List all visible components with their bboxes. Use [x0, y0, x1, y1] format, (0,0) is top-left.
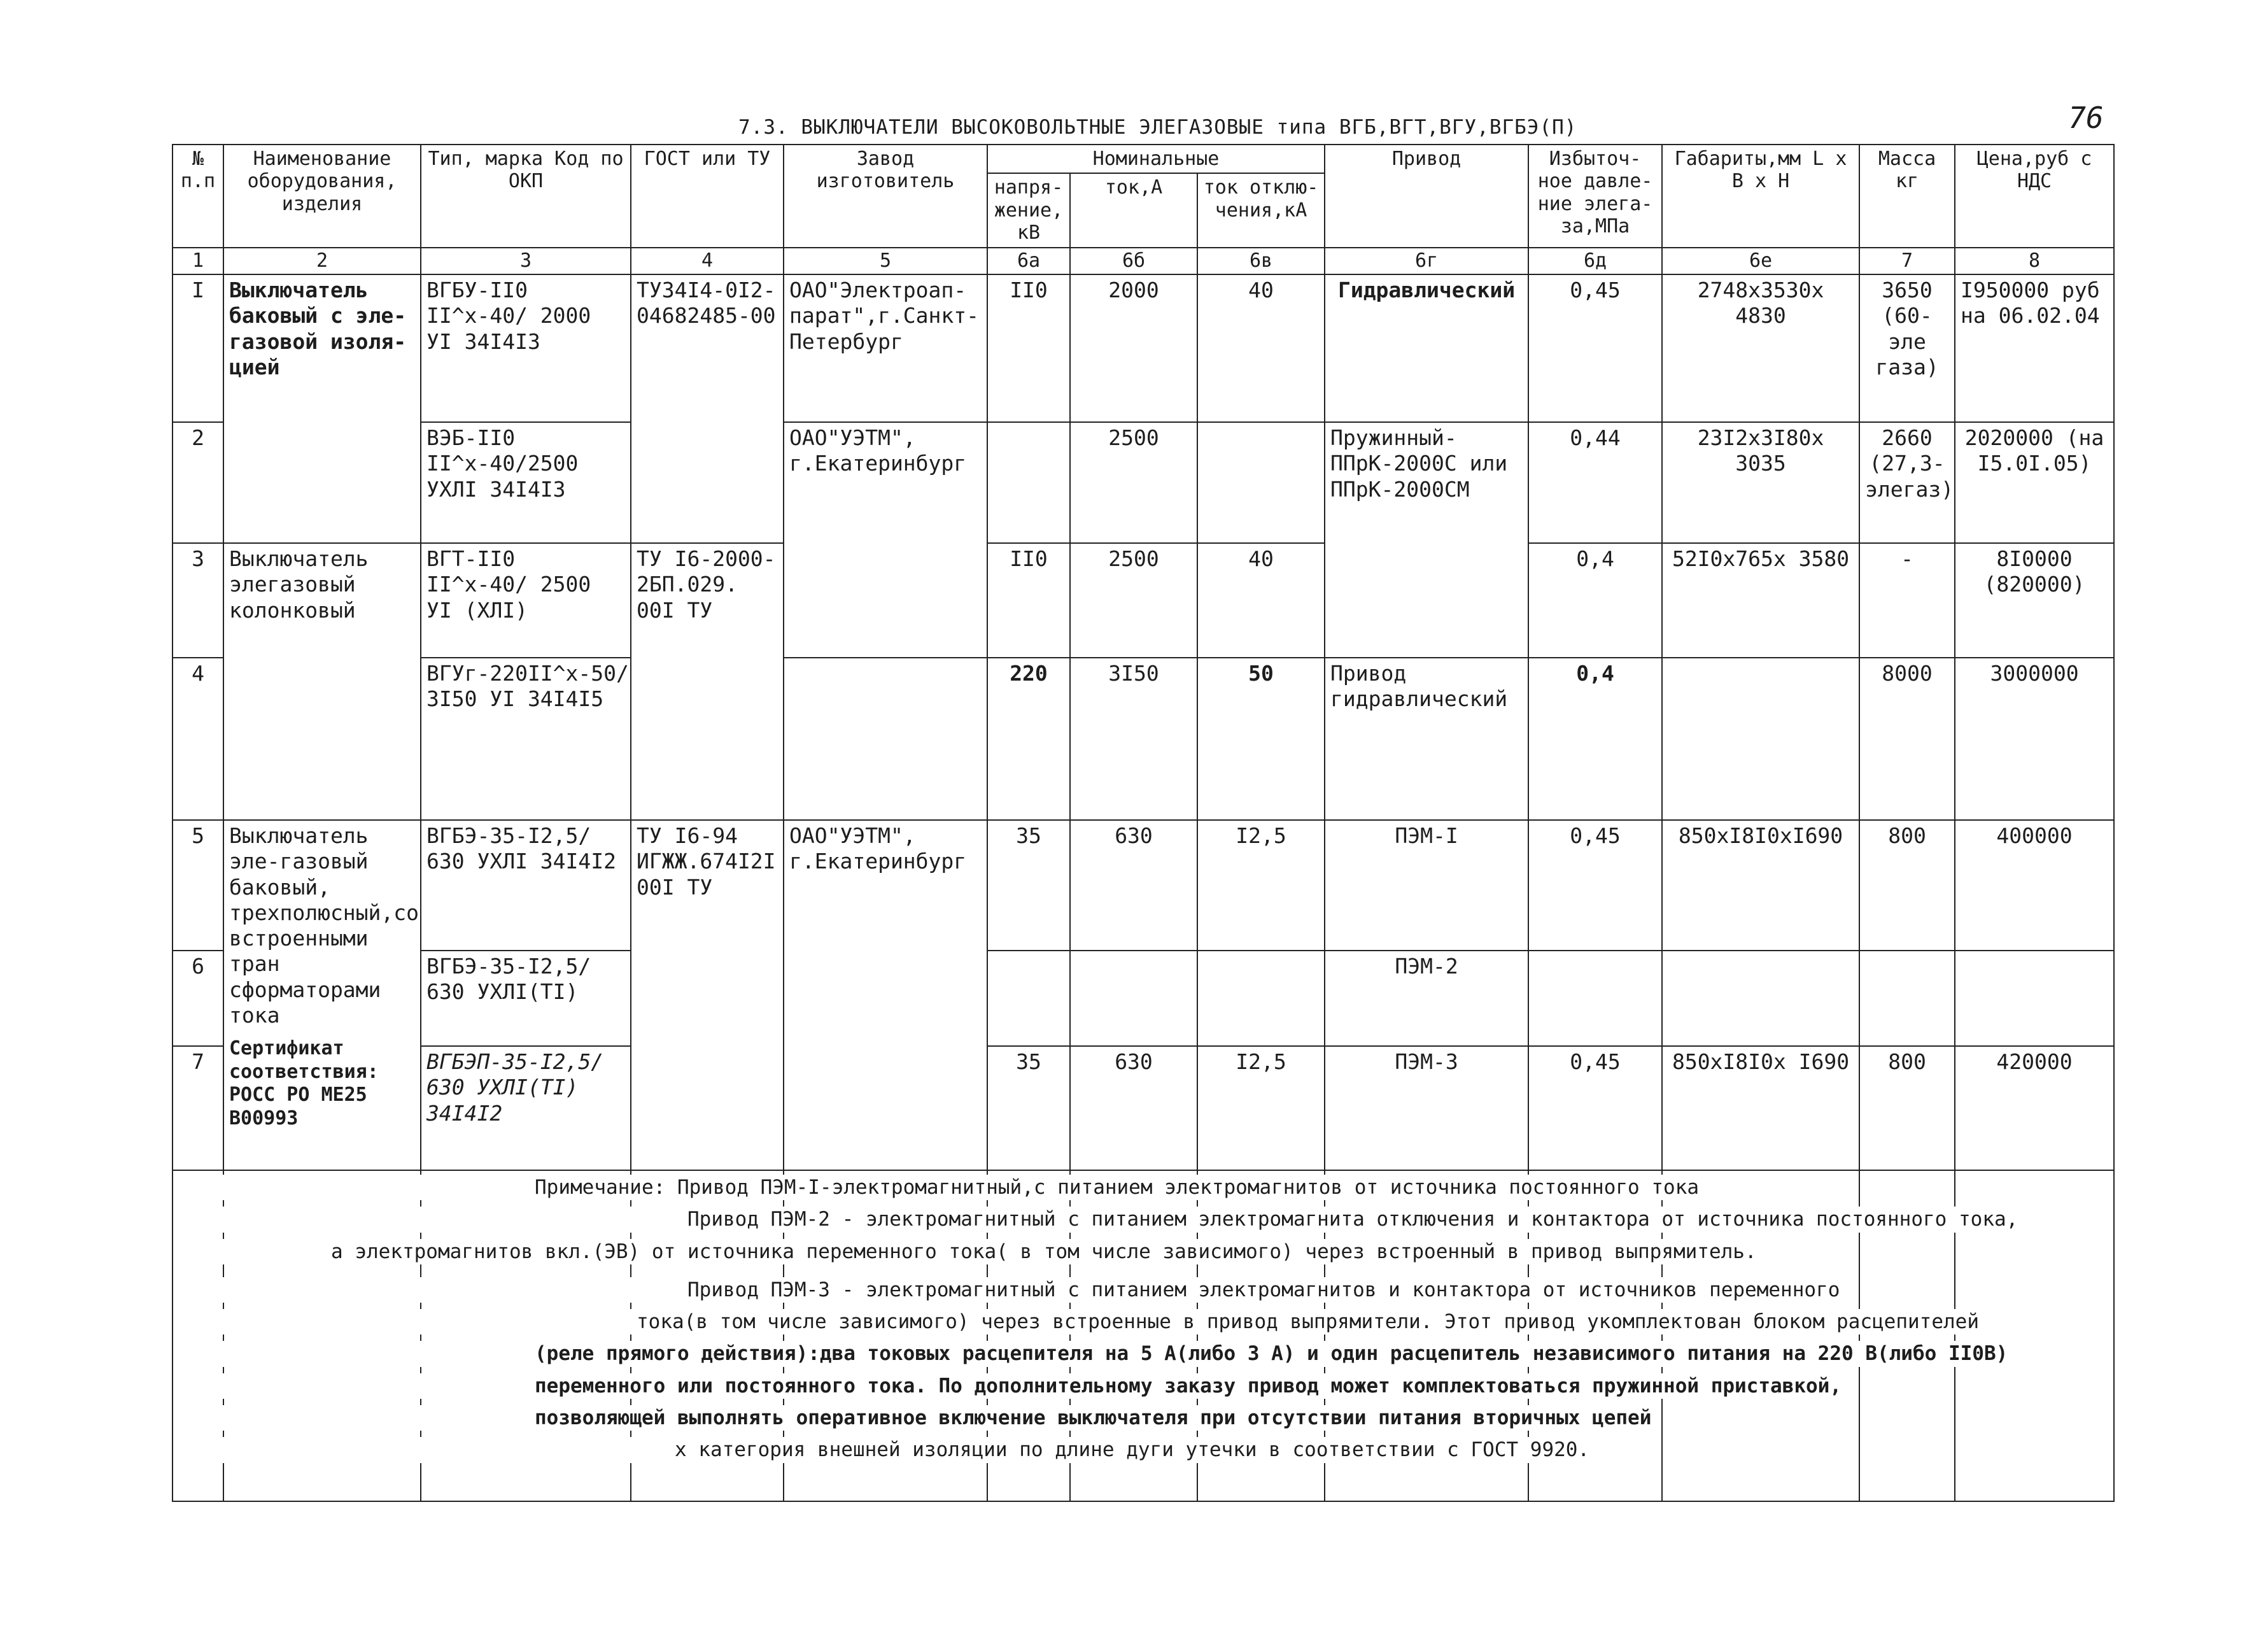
certificate: Сертификат соответствия: РОСС РО МЕ25 В00993: [229, 1037, 379, 1129]
column-number-row: [173, 248, 2114, 275]
header-mass: Масса кг: [1859, 145, 1955, 248]
item-dims: 2748x3530x 4830: [1662, 274, 1859, 422]
item-pressure: 0,44: [1528, 422, 1662, 543]
col-number: 6д: [1528, 248, 1662, 275]
item-breaking: 40: [1197, 274, 1325, 422]
item-mass: 800: [1859, 1046, 1955, 1170]
header-nominal: Номинальные: [987, 145, 1325, 173]
item-dims: 23I2x3I80x 3035: [1662, 422, 1859, 543]
table-row: [173, 422, 2114, 543]
item-voltage: II0: [987, 274, 1070, 422]
item-pressure: 0,4: [1528, 658, 1662, 820]
item-breaking: [1197, 422, 1325, 543]
note-line: (реле прямого действия):два токовых расцепителя на 5 А(либо 3 А) и один расцепитель независимого питания на 220 В(либо II0В): [191, 1341, 2008, 1366]
col-number: 1: [173, 248, 223, 275]
row-no: 4: [173, 658, 223, 820]
item-voltage: 35: [987, 1046, 1070, 1170]
item-current: [1070, 951, 1197, 1046]
item-dims: [1662, 658, 1859, 820]
table-row: [173, 951, 2114, 1046]
header-drive: Привод: [1325, 145, 1528, 248]
col-number: 6в: [1197, 248, 1325, 275]
header-gost: ГОСТ или ТУ: [631, 145, 784, 248]
table-row: [173, 274, 2114, 422]
item-breaking: I2,5: [1197, 820, 1325, 951]
row-no: 6: [173, 951, 223, 1046]
item-pressure: 0,4: [1528, 543, 1662, 658]
item-voltage: [987, 951, 1070, 1046]
row-no: 5: [173, 820, 223, 951]
item-maker: ОАО"Электроап-парат",г.Санкт-Петербург: [784, 274, 987, 422]
row-no: I: [173, 274, 223, 422]
item-pressure: 0,45: [1528, 1046, 1662, 1170]
col-number: 7: [1859, 248, 1955, 275]
item-price: 400000: [1955, 820, 2114, 951]
item-current: 630: [1070, 820, 1197, 951]
item-mass: 2660 (27,3- элегаз): [1859, 422, 1955, 543]
item-voltage: II0: [987, 543, 1070, 658]
item-gost: ТУ I6-94 ИГЖЖ.674I2I 00I ТУ: [631, 820, 784, 1170]
item-name: [223, 820, 421, 1170]
header-name: Наименование оборудования, изделия: [223, 145, 421, 248]
header-current: ток,А: [1070, 173, 1197, 247]
item-name: Выключатель баковый с эле-газовой изоля-цией: [223, 274, 421, 543]
item-maker-empty: [784, 658, 987, 820]
row-no: 3: [173, 543, 223, 658]
note-line: Привод ПЭМ-2 - электромагнитный с питанием электромагнита отключения и контактора от источника постоянного тока,: [191, 1207, 2018, 1232]
item-dims: 850xI8I0xI690: [1662, 820, 1859, 951]
item-type: ВГБЭ-35-I2,5/ 630 УХЛI 34I4I2: [421, 820, 631, 951]
item-type: ВГБЭ-35-I2,5/ 630 УХЛI(TI): [421, 951, 631, 1046]
item-price: I950000 руб на 06.02.04: [1955, 274, 2114, 422]
item-current: 630: [1070, 1046, 1197, 1170]
row-no: 7: [173, 1046, 223, 1170]
item-breaking: I2,5: [1197, 1046, 1325, 1170]
item-current: 2500: [1070, 543, 1197, 658]
header-dims: Габариты,мм L x B x H: [1662, 145, 1859, 248]
item-dims: 52I0x765x 3580: [1662, 543, 1859, 658]
header-no: № п.п: [173, 145, 223, 248]
col-number: 5: [784, 248, 987, 275]
col-number: 2: [223, 248, 421, 275]
table-row: [173, 543, 2114, 658]
note-line: тока(в том числе зависимого) через встроенные в привод выпрямители. Этот привод укомплектован блоком расцепителей: [191, 1309, 1979, 1334]
item-mass: [1859, 951, 1955, 1046]
item-drive: Пружинный- ППрК-2000С или ППрК-2000СМ: [1325, 422, 1528, 658]
col-number: 6б: [1070, 248, 1197, 275]
col-number: 6е: [1662, 248, 1859, 275]
item-type: ВЭБ-II0 II^х-40/2500 УХЛI 34I4I3: [421, 422, 631, 543]
table-row: [173, 1046, 2114, 1170]
item-price: [1955, 951, 2114, 1046]
item-current: 3I50: [1070, 658, 1197, 820]
item-drive: ПЭМ-2: [1325, 951, 1528, 1046]
item-price: 8I0000 (820000): [1955, 543, 2114, 658]
item-type: ВГБУ-II0 II^х-40/ 2000 УI 34I4I3: [421, 274, 631, 422]
item-name-text: Выключатель эле-газовый баковый, трехполюсный,со встроенными тран сформаторами тока: [229, 823, 419, 1028]
item-voltage: 35: [987, 820, 1070, 951]
table-row: [173, 658, 2114, 820]
item-current: 2500: [1070, 422, 1197, 543]
header-row-1: [173, 145, 2114, 173]
page-number: 76: [2068, 101, 2104, 135]
table-title: 7.3. ВЫКЛЮЧАТЕЛИ ВЫСОКОВОЛЬТНЫЕ ЭЛЕГАЗОВЫЕ типа ВГБ,ВГТ,ВГУ,ВГБЭ(П): [738, 116, 1577, 139]
header-maker: Завод изготовитель: [784, 145, 987, 248]
table-row: [173, 820, 2114, 951]
row-no: 2: [173, 422, 223, 543]
item-breaking: 40: [1197, 543, 1325, 658]
item-mass: 800: [1859, 820, 1955, 951]
item-pressure: 0,45: [1528, 274, 1662, 422]
col-number: 3: [421, 248, 631, 275]
item-maker: ОАО"УЭТМ", г.Екатеринбург: [784, 422, 987, 658]
note-line: Примечание: Привод ПЭМ-I-электромагнитный,с питанием электромагнитов от источника постоянного тока: [191, 1175, 1699, 1200]
item-mass: 3650 (60-эле газа): [1859, 274, 1955, 422]
header-price: Цена,руб с НДС: [1955, 145, 2114, 248]
item-pressure: 0,45: [1528, 820, 1662, 951]
item-price: 420000: [1955, 1046, 2114, 1170]
col-number: 6г: [1325, 248, 1528, 275]
note-line: а электромагнитов вкл.(ЭВ) от источника переменного тока( в том числе зависимого) через встроенный в привод выпрямитель.: [191, 1239, 1757, 1264]
item-dims: 850xI8I0x I690: [1662, 1046, 1859, 1170]
col-number: 6а: [987, 248, 1070, 275]
notes-block: [191, 1175, 2152, 1469]
item-breaking: 50: [1197, 658, 1325, 820]
note-line: позволяющей выполнять оперативное включение выключателя при отсутствии питания вторичных цепей: [191, 1405, 1651, 1431]
note-line: переменного или постоянного тока. По дополнительному заказу привод может комплектоваться пружинной приставкой,: [191, 1373, 1842, 1399]
item-price: 3000000: [1955, 658, 2114, 820]
header-type: Тип, марка Код по ОКП: [421, 145, 631, 248]
header-voltage: напря-жение, кВ: [987, 173, 1070, 247]
item-drive: ПЭМ-I: [1325, 820, 1528, 951]
header-pressure: Избыточ-ное давле-ние элега-за,МПа: [1528, 145, 1662, 248]
item-voltage: 220: [987, 658, 1070, 820]
item-breaking: [1197, 951, 1325, 1046]
note-line: х категория внешней изоляции по длине дуги утечки в соответствии с ГОСТ 9920.: [191, 1437, 1589, 1462]
item-drive: ПЭМ-3: [1325, 1046, 1528, 1170]
item-type: ВГУг-220II^х-50/ 3I50 УI 34I4I5: [421, 658, 631, 820]
item-drive: Привод гидравлический: [1325, 658, 1528, 820]
item-gost: ТУ34I4-0I2-04682485-00: [631, 274, 784, 543]
item-drive: Гидравлический: [1325, 274, 1528, 422]
item-type: ВГТ-II0 II^х-40/ 2500 УI (ХЛI): [421, 543, 631, 658]
item-current: 2000: [1070, 274, 1197, 422]
item-mass: 8000: [1859, 658, 1955, 820]
item-pressure: [1528, 951, 1662, 1046]
note-line: Привод ПЭМ-3 - электромагнитный с питанием электромагнитов и контактора от источников переменного: [191, 1277, 1840, 1303]
item-name: Выключатель элегазовый колонковый: [223, 543, 421, 820]
item-mass: -: [1859, 543, 1955, 658]
col-number: 4: [631, 248, 784, 275]
item-gost: ТУ I6-2000-2БП.029. 00I ТУ: [631, 543, 784, 820]
item-price: 2020000 (на I5.0I.05): [1955, 422, 2114, 543]
item-type: ВГБЭП-35-I2,5/ 630 УХЛI(TI) 34I4I2: [421, 1046, 631, 1170]
col-number: 8: [1955, 248, 2114, 275]
item-dims: [1662, 951, 1859, 1046]
item-maker: ОАО"УЭТМ", г.Екатеринбург: [784, 820, 987, 1170]
item-voltage: [987, 422, 1070, 543]
header-breaking: ток отклю-чения,кА: [1197, 173, 1325, 247]
